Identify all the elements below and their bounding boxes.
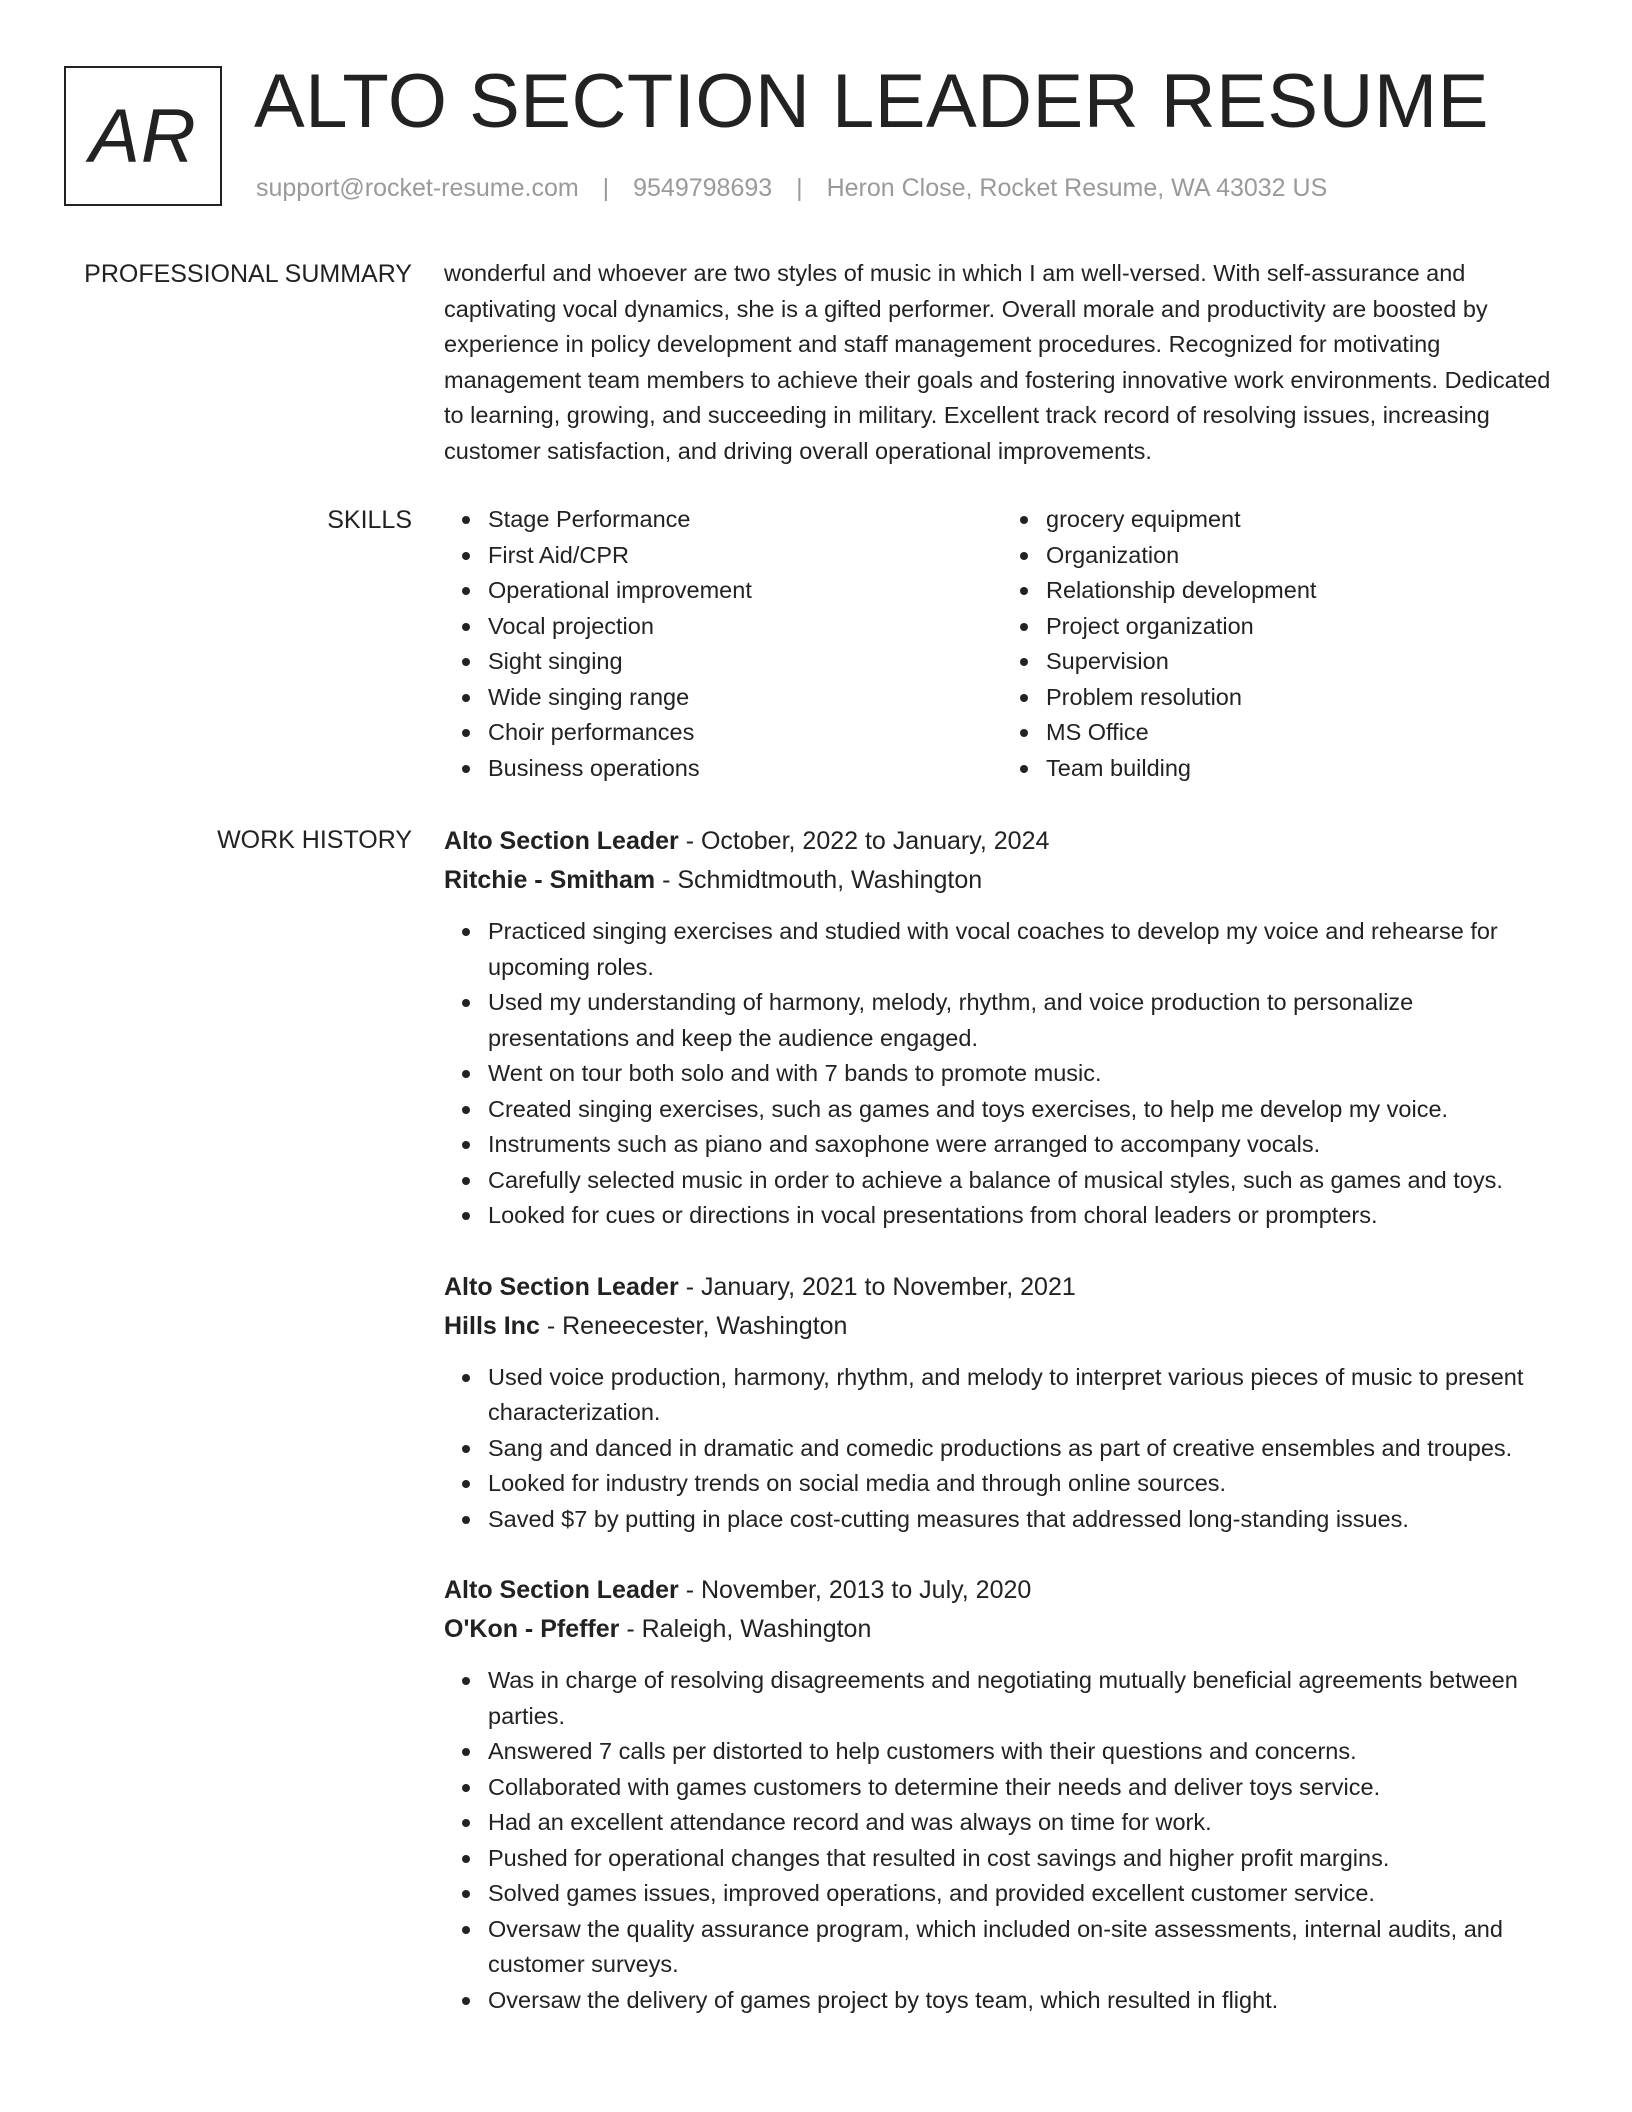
job-title: Alto Section Leader <box>444 827 679 855</box>
skill-item: Supervision <box>1046 644 1560 680</box>
skill-item: MS Office <box>1046 715 1560 751</box>
summary-body <box>444 256 1560 469</box>
skill-item: Wide singing range <box>488 680 1002 716</box>
job-title: Alto Section Leader <box>444 1272 679 1301</box>
contact-phone: 9549798693 <box>633 174 773 202</box>
job-company-line <box>444 861 1560 900</box>
skills-columns <box>444 502 1560 786</box>
duty-item: Pushed for operational changes that resulted in cost savings and higher profit margins. <box>488 1841 1560 1877</box>
contact-address: Heron Close, Rocket Resume, WA 43032 US <box>826 174 1328 202</box>
monogram-box <box>64 66 222 206</box>
job-dates: - October, 2022 to January, 2024 <box>678 827 1050 855</box>
duty-item: Oversaw the quality assurance program, which included on-site assessments, internal audits, and customer surveys. <box>488 1912 1560 1983</box>
duty-item: Collaborated with games customers to determine their needs and deliver toys service. <box>488 1770 1560 1806</box>
job-duties <box>444 914 1560 1234</box>
duty-item: Had an excellent attendance record and was always on time for work. <box>488 1805 1560 1841</box>
skill-item: Sight singing <box>488 644 1002 680</box>
skills-list-right <box>1002 502 1560 786</box>
duty-item: Created singing exercises, such as games and toys exercises, to help me develop my voice. <box>488 1092 1560 1128</box>
duty-item: Went on tour both solo and with 7 bands to promote music. <box>488 1056 1560 1092</box>
duty-item: Used voice production, harmony, rhythm, and melody to interpret various pieces of music to present characterization. <box>488 1360 1560 1431</box>
job-company-line <box>444 1610 1560 1649</box>
job-location: - Schmidtmouth, Washington <box>655 866 983 894</box>
contact-separator: | <box>602 174 610 202</box>
job-title-line <box>444 1268 1560 1307</box>
skill-item: Stage Performance <box>488 502 1002 538</box>
job-location: - Raleigh, Washington <box>619 1615 872 1643</box>
skills-heading: SKILLS <box>327 506 412 534</box>
skill-item: Business operations <box>488 751 1002 787</box>
skill-item: Problem resolution <box>1046 680 1560 716</box>
duty-item: Practiced singing exercises and studied with vocal coaches to develop my voice and rehearse for upcoming roles. <box>488 914 1560 985</box>
duty-item: Was in charge of resolving disagreements and negotiating mutually beneficial agreements between parties. <box>488 1663 1560 1734</box>
work-body <box>444 822 1560 2018</box>
job-location: - Reneecester, Washington <box>539 1311 848 1340</box>
duty-item: Answered 7 calls per distorted to help customers with their questions and concerns. <box>488 1734 1560 1770</box>
skills-list-left <box>444 502 1002 786</box>
duty-item: Solved games issues, improved operations, and provided excellent customer service. <box>488 1876 1560 1912</box>
job-title-line <box>444 822 1560 861</box>
job-entry <box>444 1268 1560 1538</box>
skill-item: Team building <box>1046 751 1560 787</box>
monogram-initials: AR <box>89 93 197 179</box>
duty-item: Instruments such as piano and saxophone were arranged to accompany vocals. <box>488 1127 1560 1163</box>
contact-separator: | <box>796 174 803 202</box>
skill-item: Vocal projection <box>488 609 1002 645</box>
summary-text: wonderful and whoever are two styles of music in which I am well-versed. With self-assurance and captivating vocal dynamics, she is a gifted performer. Overall morale and productivity are boosted by experience in policy development and staff management procedures. Recognized for motivating management team members to achieve their goals and fostering innovative work environments. Dedicated to learning, growing, and succeeding in military. Excellent track record of resolving issues, increasing customer satisfaction, and driving overall operational improvements. <box>444 260 1551 464</box>
skill-item: Relationship development <box>1046 573 1560 609</box>
job-title: Alto Section Leader <box>444 1576 679 1604</box>
contact-line <box>256 174 1327 203</box>
job-company: Hills Inc <box>444 1311 540 1340</box>
skill-item: First Aid/CPR <box>488 538 1002 574</box>
job-dates: - January, 2021 to November, 2021 <box>678 1272 1076 1301</box>
duty-item: Used my understanding of harmony, melody, rhythm, and voice production to personalize presentations and keep the audience engaged. <box>488 985 1560 1056</box>
duty-item: Carefully selected music in order to achieve a balance of musical styles, such as games and toys. <box>488 1163 1560 1199</box>
job-duties <box>444 1663 1560 2018</box>
duty-item: Oversaw the delivery of games project by toys team, which resulted in flight. <box>488 1983 1560 2019</box>
skill-item: Project organization <box>1046 609 1560 645</box>
duty-item: Looked for industry trends on social media and through online sources. <box>488 1466 1560 1502</box>
job-company: O'Kon - Pfeffer <box>444 1615 620 1643</box>
skills-body <box>444 502 1560 786</box>
job-entry <box>444 822 1560 1234</box>
duty-item: Saved $7 by putting in place cost-cutting measures that addressed long-standing issues. <box>488 1502 1560 1538</box>
contact-email: support@rocket-resume.com <box>256 174 579 202</box>
job-entry <box>444 1571 1560 2018</box>
job-company: Ritchie - Smitham <box>444 866 656 894</box>
work-heading: WORK HISTORY <box>217 826 412 854</box>
duty-item: Looked for cues or directions in vocal presentations from choral leaders or prompters. <box>488 1198 1560 1234</box>
skill-item: grocery equipment <box>1046 502 1560 538</box>
job-dates: - November, 2013 to July, 2020 <box>678 1576 1032 1604</box>
job-title-line <box>444 1571 1560 1610</box>
resume-title: ALTO SECTION LEADER RESUME <box>254 59 1489 144</box>
summary-heading: PROFESSIONAL SUMMARY <box>84 260 412 288</box>
job-duties <box>444 1360 1560 1538</box>
skill-item: Organization <box>1046 538 1560 574</box>
duty-item: Sang and danced in dramatic and comedic productions as part of creative ensembles and troupes. <box>488 1431 1560 1467</box>
job-company-line <box>444 1307 1560 1346</box>
skill-item: Operational improvement <box>488 573 1002 609</box>
skill-item: Choir performances <box>488 715 1002 751</box>
